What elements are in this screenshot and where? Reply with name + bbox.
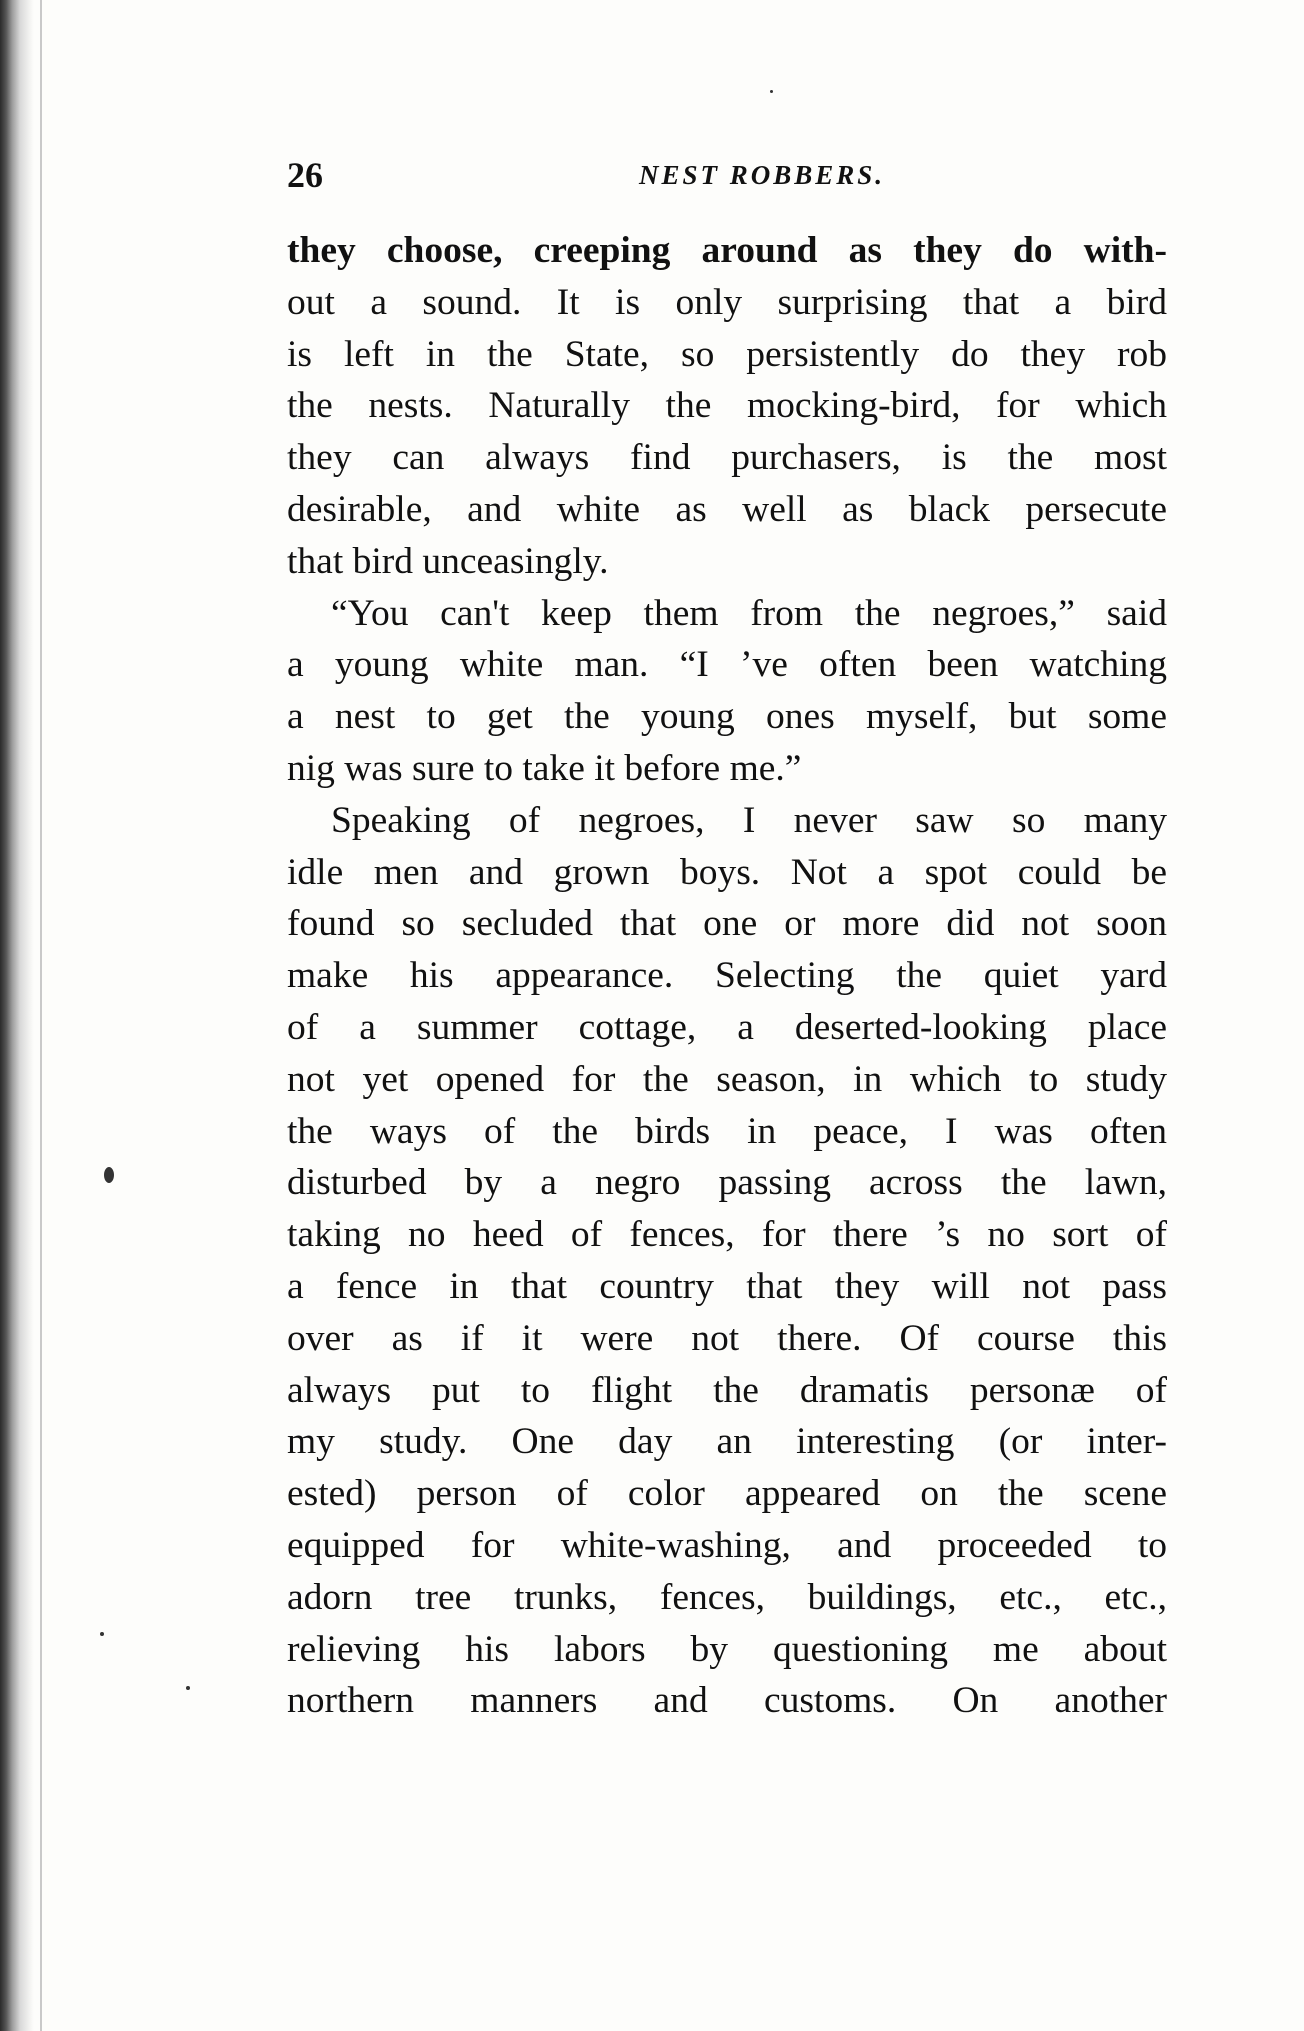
text-line: equipped for white-washing, and proceeded to bbox=[287, 1524, 1167, 1566]
text-line: a nest to get the young ones myself, but some bbox=[287, 696, 1167, 738]
text-line: is left in the State, so persistently do they rob bbox=[287, 333, 1167, 375]
text-line: of a summer cottage, a deserted-looking place bbox=[287, 1006, 1167, 1048]
ink-speck bbox=[186, 1686, 190, 1690]
page-header bbox=[287, 150, 1167, 200]
text-line: disturbed by a negro passing across the lawn, bbox=[287, 1162, 1167, 1204]
text-line: northern manners and customs. On another bbox=[287, 1680, 1167, 1722]
text-line: they can always find purchasers, is the most bbox=[287, 437, 1167, 479]
text-line: they choose, creeping around as they do with- bbox=[287, 230, 1167, 271]
paragraph-1 bbox=[287, 225, 1167, 588]
text-line: the ways of the birds in peace, I was often bbox=[287, 1110, 1167, 1152]
page-edge-shadow bbox=[0, 0, 34, 2031]
page-number: 26 bbox=[287, 155, 323, 195]
text-line: “You can't keep them from the negroes,” said bbox=[331, 592, 1167, 634]
running-head: NEST ROBBERS. bbox=[638, 160, 886, 190]
text-line: found so secluded that one or more did not soon bbox=[287, 903, 1167, 945]
ink-speck bbox=[100, 1632, 104, 1636]
text-line: the nests. Naturally the mocking-bird, for which bbox=[287, 385, 1167, 427]
page-gutter-line bbox=[40, 0, 42, 2031]
text-line: adorn tree trunks, fences, buildings, etc., etc., bbox=[287, 1576, 1167, 1618]
text-line: that bird unceasingly. bbox=[287, 540, 609, 582]
text-line: a fence in that country that they will not pass bbox=[287, 1265, 1167, 1307]
body-text bbox=[287, 225, 1167, 1727]
text-line: idle men and grown boys. Not a spot could be bbox=[287, 851, 1167, 893]
text-line: relieving his labors by questioning me about bbox=[287, 1628, 1167, 1670]
paragraph-3 bbox=[287, 795, 1167, 1727]
text-line: ested) person of color appeared on the scene bbox=[287, 1473, 1167, 1515]
text-line: desirable, and white as well as black persecute bbox=[287, 488, 1167, 530]
text-line: not yet opened for the season, in which to study bbox=[287, 1058, 1167, 1100]
text-line: a young white man. “I ’ve often been watching bbox=[287, 644, 1167, 686]
text-line: nig was sure to take it before me.” bbox=[287, 747, 802, 789]
text-line: Speaking of negroes, I never saw so many bbox=[331, 799, 1167, 841]
text-line: my study. One day an interesting (or inter- bbox=[287, 1421, 1167, 1463]
text-line: always put to flight the dramatis personæ of bbox=[287, 1369, 1167, 1411]
text-line: make his appearance. Selecting the quiet yard bbox=[287, 955, 1167, 997]
paragraph-2 bbox=[287, 588, 1167, 795]
text-line: over as if it were not there. Of course this bbox=[287, 1317, 1167, 1359]
ink-speck bbox=[104, 1167, 114, 1183]
text-line: out a sound. It is only surprising that a bird bbox=[287, 281, 1167, 323]
text-line: taking no heed of fences, for there ’s no sort of bbox=[287, 1214, 1167, 1256]
ink-speck bbox=[770, 90, 773, 93]
